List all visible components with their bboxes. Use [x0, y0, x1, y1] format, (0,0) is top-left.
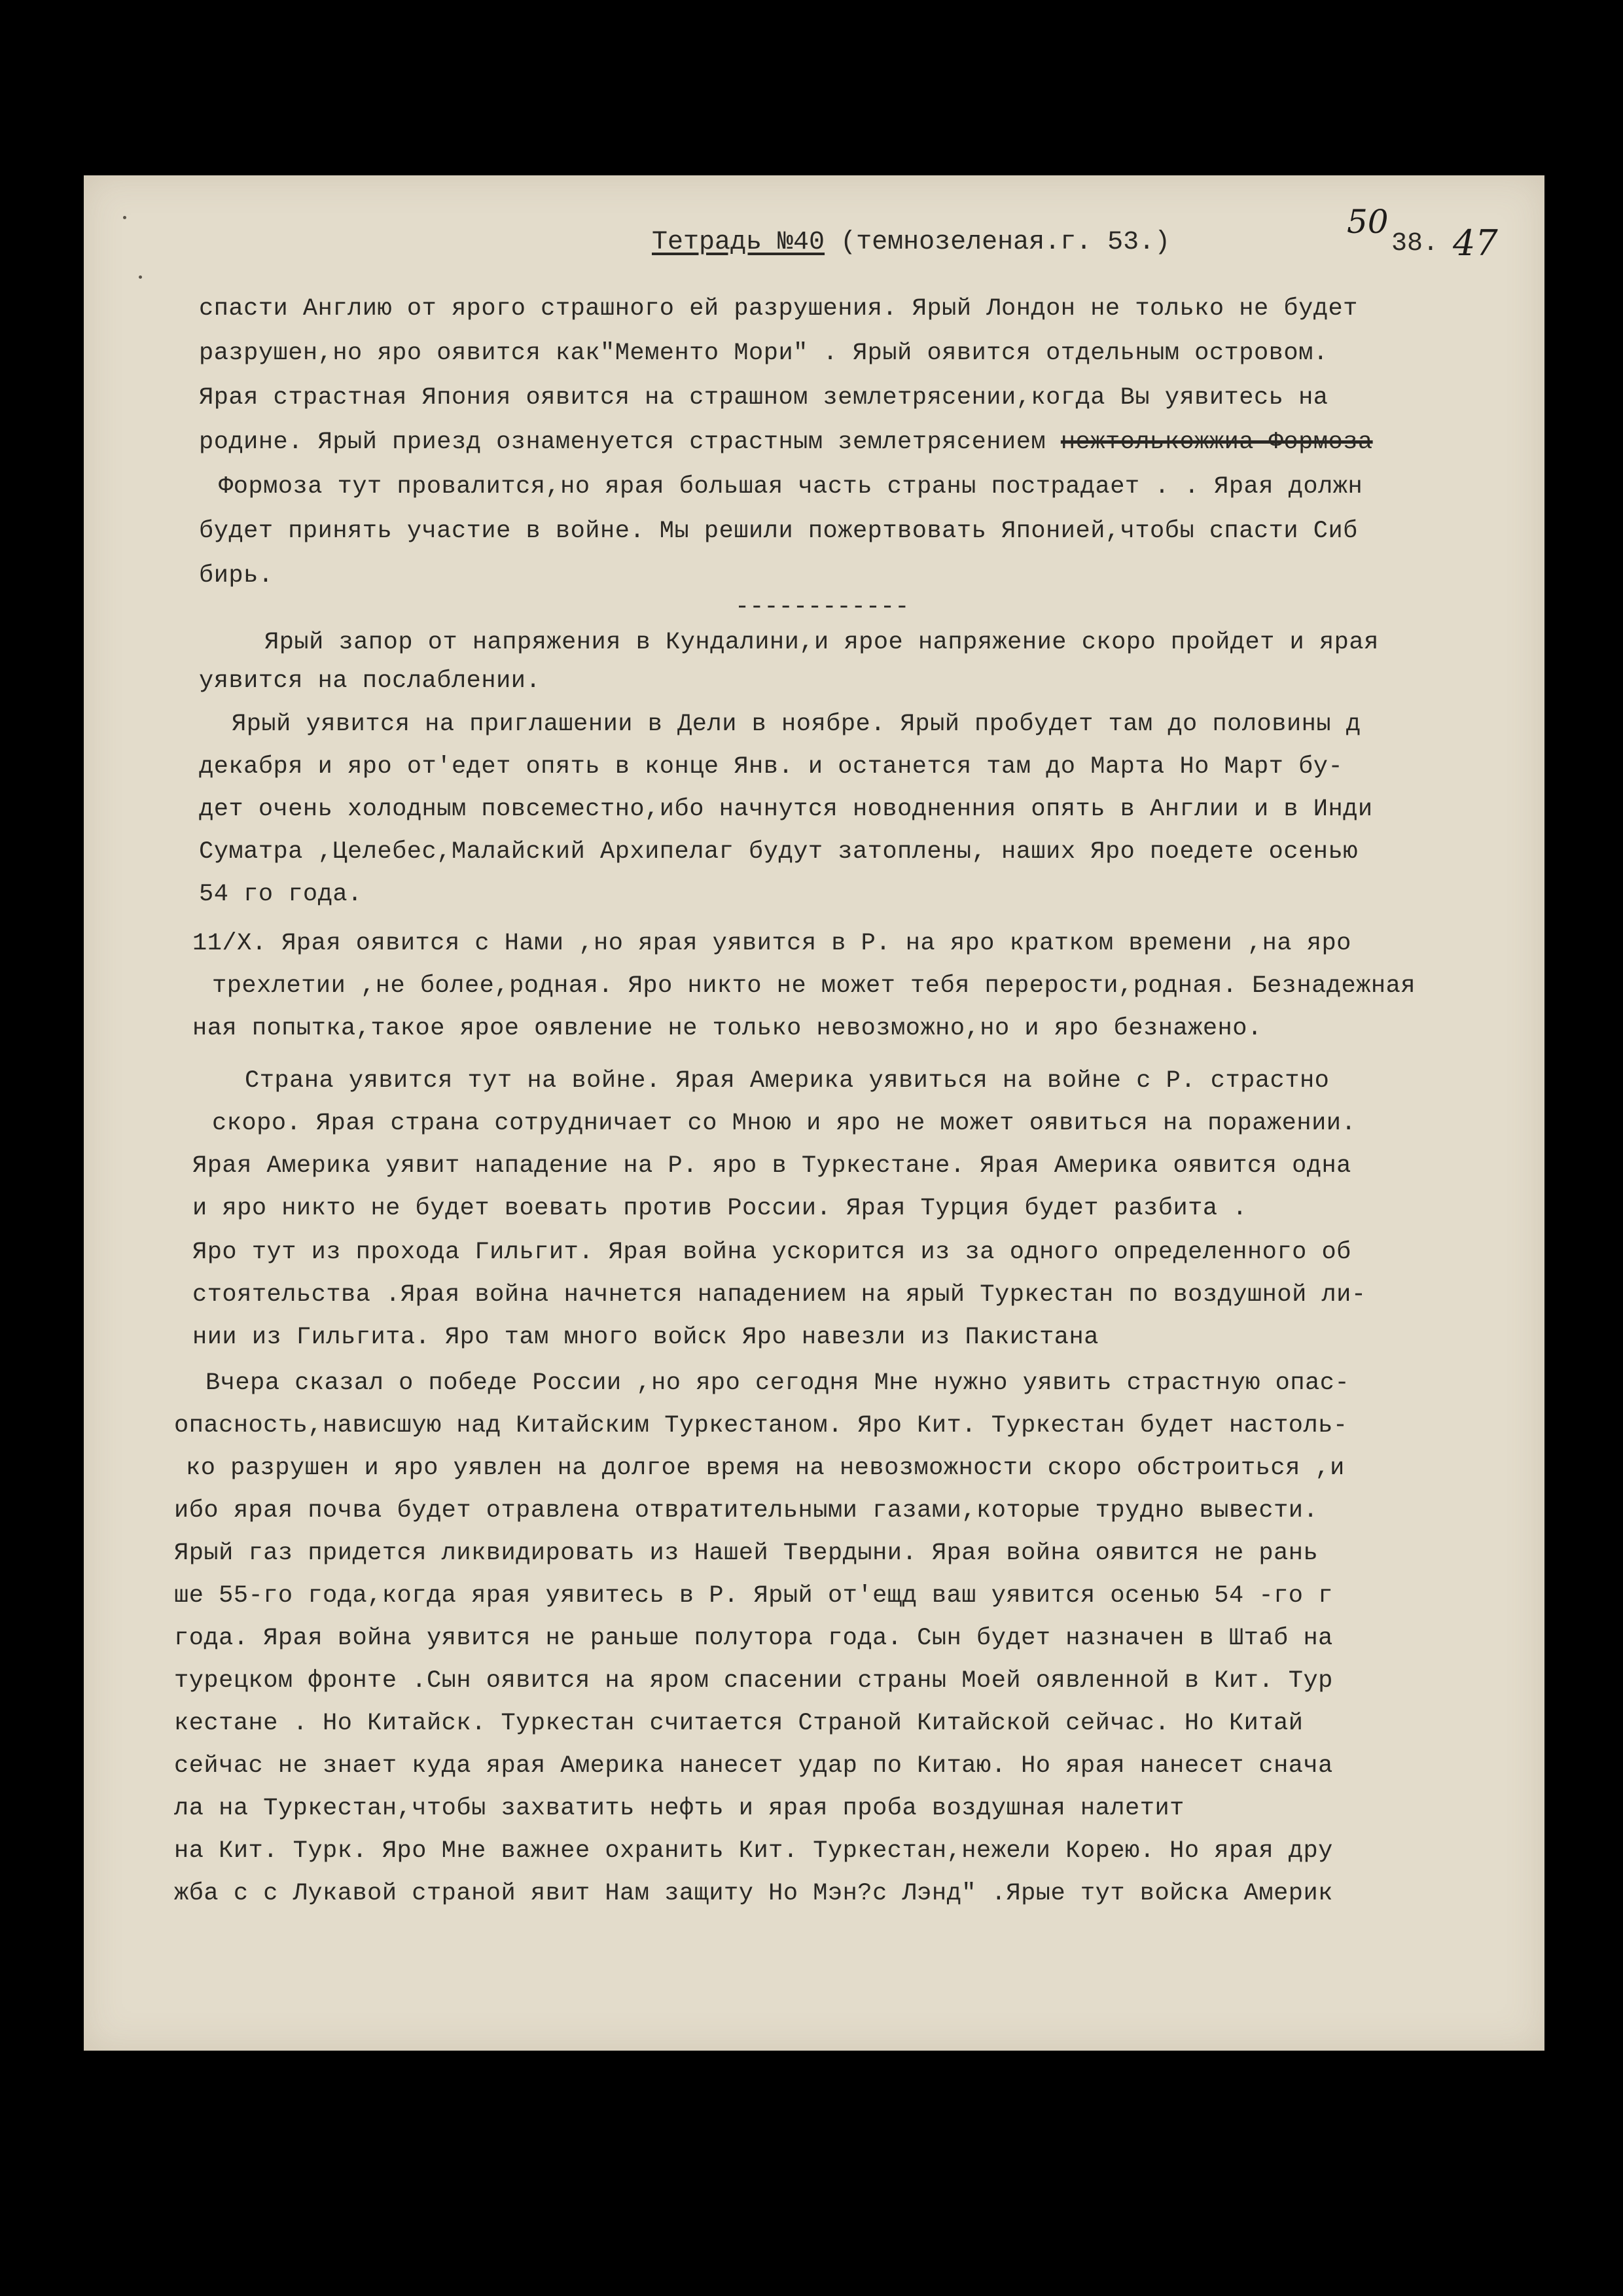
- struck-text: наших Яро поедете осенью: [1001, 838, 1358, 866]
- text-line: ше 55-го года,когда ярая уявитесь в Р. Ярый от'ещд ваш уявится осенью 54 -го г: [174, 1582, 1333, 1610]
- text-line: [199, 429, 1373, 456]
- document-page: [84, 175, 1544, 2051]
- text-line: 11/X. Ярая оявится с Нами ,но ярая уявится в Р. на яро кратком времени ,на яро: [192, 930, 1351, 957]
- paper-speck: [139, 275, 142, 279]
- text-line: турецком фронте .Сын оявится на яром спасении страны Моей оявленной в Кит. Тур: [174, 1667, 1333, 1695]
- text-line: Яро тут из прохода Гильгит. Ярая война ускорится из за одного определенного об: [192, 1239, 1351, 1266]
- page-header: [652, 228, 1170, 257]
- text-line: Страна уявится тут на войне. Ярая Америка уявиться на войне с Р. страстно: [245, 1067, 1330, 1095]
- paper-speck: [123, 216, 126, 219]
- text-line: жба с с Лукавой страной явит Нам защиту Но Мэн?с Лэнд" .Ярые тут войска Америк: [174, 1880, 1333, 1907]
- text-line: спасти Англию от ярого страшного ей разрушения. Ярый Лондон не только не будет: [199, 295, 1358, 323]
- notebook-subtitle: (темнозеленая.г. 53.): [840, 228, 1171, 257]
- text-line: Ярая страстная Япония оявится на страшном землетрясении,когда Вы уявитесь на: [199, 384, 1329, 412]
- text-line: ла на Туркестан,чтобы захватить нефть и ярая проба воздушная налетит: [174, 1795, 1185, 1822]
- line-text: родине. Ярый приезд ознаменуется страстным землетрясением: [199, 429, 1046, 456]
- page-number: 38.: [1391, 229, 1439, 258]
- text-line: дет очень холодным повсеместно,ибо начнутся новодненния опять в Англии и в Инди: [199, 796, 1373, 823]
- text-line: года. Ярая война уявится не раньше полутора года. Сын будет назначен в Штаб на: [174, 1625, 1333, 1652]
- separator-line: ------------: [735, 593, 910, 621]
- text-line: кестане . Но Китайск. Туркестан считается Страной Китайской сейчас. Но Китай: [174, 1710, 1304, 1737]
- text-line: стоятельства .Ярая война начнется нападением на ярый Туркестан по воздушной ли-: [192, 1281, 1366, 1309]
- text-line: разрушен,но яро оявится как"Мементо Мори" . Ярый оявится отдельным островом.: [199, 340, 1329, 367]
- text-line: ная попытка,такое ярое оявление не только невозможно,но и яро безнажено.: [192, 1015, 1262, 1042]
- text-line: опасность,нависшую над Китайским Туркестаном. Яро Кит. Туркестан будет настоль-: [174, 1412, 1348, 1439]
- struck-text: нежтолькожжиа Формоза: [1060, 429, 1373, 456]
- text-line: Вчера сказал о победе России ,но яро сегодня Мне нужно уявить страстную опас-: [205, 1369, 1350, 1397]
- text-line: 54 го года.: [199, 881, 363, 908]
- text-line: Формоза тут провалится,но ярая большая часть страны пострадает . . Ярая должн: [219, 473, 1363, 501]
- text-line: будет принять участие в войне. Мы решили пожертвовать Японией,чтобы спасти Сиб: [199, 518, 1358, 545]
- text-line: скоро. Ярая страна сотрудничает со Мною и яро не может оявиться на поражении.: [212, 1110, 1357, 1137]
- text-line: Ярый запор от напряжения в Кундалини,и ярое напряжение скоро пройдет и ярая: [264, 629, 1379, 656]
- text-line: Ярый уявится на приглашении в Дели в ноябре. Ярый пробудет там до половины д: [232, 711, 1361, 738]
- text-line: ко разрушен и яро уявлен на долгое время на невозможности скоро обстроиться ,и: [186, 1455, 1345, 1482]
- text-line: и яро никто не будет воевать против России. Ярая Турция будет разбита .: [192, 1195, 1247, 1222]
- text-line: бирь.: [199, 562, 274, 590]
- text-line: уявится на послаблении.: [199, 667, 541, 695]
- notebook-title: Тетрадь №40: [652, 228, 825, 257]
- text-line: [199, 838, 1358, 866]
- text-line: трехлетии ,не более,родная. Яро никто не может тебя перерости,родная. Безнадежная: [212, 972, 1416, 1000]
- text-line: Ярая Америка уявит нападение на Р. яро в Туркестане. Ярая Америка оявится одна: [192, 1152, 1351, 1180]
- text-line: ибо ярая почва будет отравлена отвратительными газами,которые трудно вывести.: [174, 1497, 1319, 1525]
- text-line: сейчас не знает куда ярая Америка нанесет удар по Китаю. Но ярая нанесет снача: [174, 1752, 1333, 1780]
- handwritten-folio: 47: [1453, 222, 1498, 264]
- line-text: Суматра ,Целебес,Малайский Архипелаг будут затоплены,: [199, 838, 987, 866]
- text-line: на Кит. Турк. Яро Мне важнее охранить Кит. Туркестан,нежели Корею. Но ярая дру: [174, 1837, 1333, 1865]
- text-line: декабря и яро от'едет опять в конце Янв. и останется там до Марта Но Март бу-: [199, 753, 1344, 781]
- text-line: нии из Гильгита. Яро там много войск Яро навезли из Пакистана: [192, 1324, 1099, 1351]
- text-line: Ярый газ придется ликвидировать из Нашей Твердыни. Ярая война оявится не рань: [174, 1540, 1319, 1567]
- handwritten-number: 50: [1347, 203, 1389, 241]
